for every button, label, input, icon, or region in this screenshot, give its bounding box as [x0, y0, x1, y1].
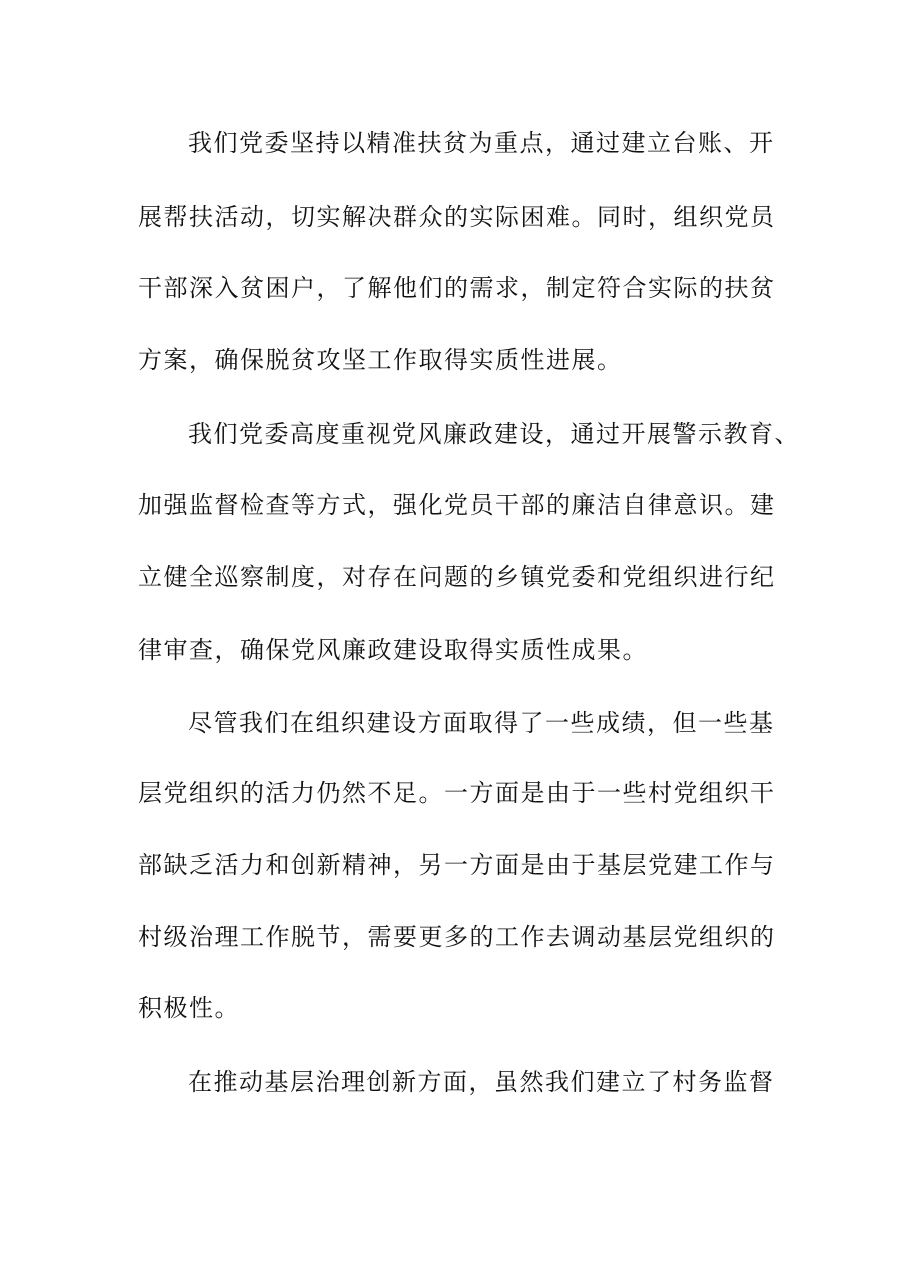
paragraph-1-line-3: 干部深入贫困户，了解他们的需求，制定符合实际的扶贫: [138, 274, 776, 302]
paragraph-3-line-2: 层党组织的活力仍然不足。一方面是由于一些村党组织干: [138, 779, 776, 807]
paragraph-1-line-2: 展帮扶活动，切实解决群众的实际困难。同时，组织党员: [138, 203, 776, 231]
paragraph-4-line-1: 在推动基层治理创新方面，虽然我们建立了村务监督: [188, 1068, 775, 1096]
paragraph-3-line-1: 尽管我们在组织建设方面取得了一些成绩，但一些基: [188, 709, 775, 737]
paragraph-1-line-1: 我们党委坚持以精准扶贫为重点，通过建立台账、开: [188, 129, 775, 157]
paragraph-2-line-3: 立健全巡察制度，对存在问题的乡镇党委和党组织进行纪: [138, 563, 776, 591]
paragraph-2-line-1: 我们党委高度重视党风廉政建设，通过开展警示教育、: [188, 420, 800, 448]
paragraph-1-line-4: 方案，确保脱贫攻坚工作取得实质性进展。: [138, 346, 623, 374]
paragraph-3-line-3: 部缺乏活力和创新精神，另一方面是由于基层党建工作与: [138, 851, 776, 879]
paragraph-3-line-4: 村级治理工作脱节，需要更多的工作去调动基层党组织的: [138, 923, 776, 951]
paragraph-2-line-4: 律审查，确保党风廉政建设取得实质性成果。: [138, 636, 648, 664]
paragraph-3-line-5: 积极性。: [138, 994, 240, 1022]
paragraph-2-line-2: 加强监督检查等方式，强化党员干部的廉洁自律意识。建: [138, 491, 776, 519]
